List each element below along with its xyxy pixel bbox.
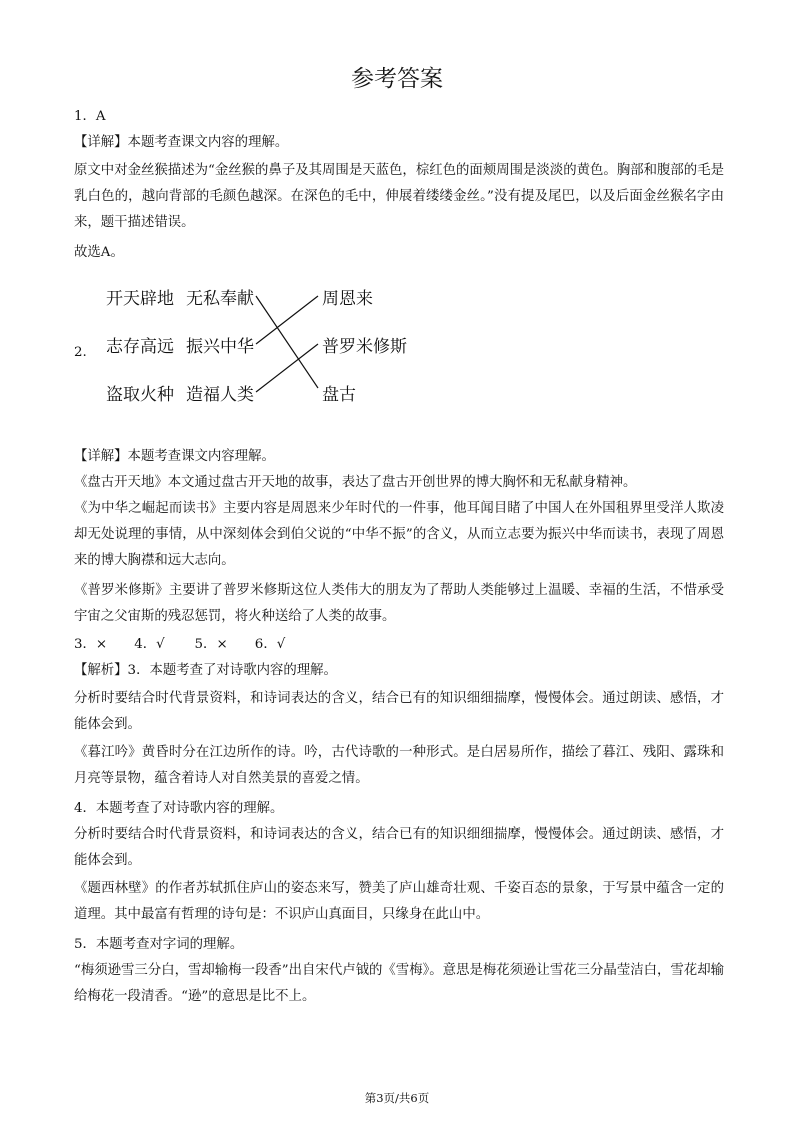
matching-diagram xyxy=(100,282,440,412)
answer-3: 3．× xyxy=(74,637,108,652)
match-line-2 xyxy=(256,296,318,344)
left-phrase-1a: 开天辟地 xyxy=(106,289,174,309)
q3-6-answers xyxy=(74,632,724,658)
q4-heading: 4．本题考查了对诗歌内容的理解。 xyxy=(74,801,284,816)
q2-para-zhou: 《为中华之崛起而读书》主要内容是周恩来少年时代的一件事，他耳闻目睹了中国人在外国租界里受洋人欺凌却无处说理的事情，从中深刻体会到伯父说的“中华不振”的含义，从而立志要为振兴中华而读书，表现了周恩来的博大胸襟和远大志向。 xyxy=(74,501,724,568)
q2-detail: 【详解】本题考查课文内容理解。 xyxy=(74,449,275,464)
right-name-2: 普罗米修斯 xyxy=(322,337,407,357)
q5-heading: 5．本题考查对字词的理解。 xyxy=(74,937,244,952)
right-name-3: 盘古 xyxy=(322,385,356,405)
left-phrase-3b: 造福人类 xyxy=(186,385,254,405)
q3-para2: 《暮江吟》黄昏时分在江边所作的诗。吟，古代诗歌的一种形式。是白居易所作，描绘了暮江、残阳、露珠和月亮等景物，蕴含着诗人对自然美景的喜爱之情。 xyxy=(74,745,724,786)
q1-conclusion: 故选A。 xyxy=(74,245,124,260)
q2-para-pangu: 《盘古开天地》本文通过盘古开天地的故事，表达了盘古开创世界的博大胸怀和无私献身精神。 xyxy=(74,475,637,490)
match-line-1 xyxy=(256,296,318,388)
answer-6: 6．√ xyxy=(254,637,286,652)
answer-5: 5．× xyxy=(194,637,228,652)
q2-para-prometheus: 《普罗米修斯》主要讲了普罗米修斯这位人类伟大的朋友为了帮助人类能够过上温暖、幸福的生活，不惜承受宇宙之父宙斯的残忍惩罚，将火种送给了人类的故事。 xyxy=(74,583,724,624)
q1-detail: 【详解】本题考查课文内容的理解。 xyxy=(74,135,289,150)
q4-para1: 分析时要结合时代背景资料，和诗词表达的含义，结合已有的知识细细揣摩，慢慢体会。通过朗读、感悟，才能体会到。 xyxy=(74,827,724,868)
q3-analysis: 【解析】3．本题考查了对诗歌内容的理解。 xyxy=(74,663,337,678)
left-phrase-1b: 无私奉献 xyxy=(186,289,254,309)
answer-4: 4．√ xyxy=(134,637,165,652)
left-phrase-2b: 振兴中华 xyxy=(186,337,254,357)
page-footer: 第3页/共6页 xyxy=(364,1091,430,1105)
q1-paragraph: 原文中对金丝猴描述为“金丝猴的鼻子及其周围是天蓝色，棕红色的面颊周围是淡淡的黄色。胸部和腹部的毛是乳白色的，越向背部的毛颜色越深。在深色的毛中，伸展着缕缕金丝。”没有提及尾巴，以及后面金丝猴名字由来，题干描述错误。 xyxy=(74,163,724,230)
q2-number: 2. xyxy=(74,345,87,360)
q5-para1: “梅须逊雪三分白，雪却输梅一段香”出自宋代卢钺的《雪梅》。意思是梅花须逊让雪花三分晶莹洁白，雪花却输给梅花一段清香。“逊”的意思是比不上。 xyxy=(74,963,724,1004)
match-line-3 xyxy=(256,344,318,392)
left-phrase-2a: 志存高远 xyxy=(106,337,174,357)
q3-para1: 分析时要结合时代背景资料，和诗词表达的含义，结合已有的知识细细揣摩，慢慢体会。通过朗读、感悟，才能体会到。 xyxy=(74,691,724,732)
q1-answer: 1．A xyxy=(74,109,106,124)
left-phrase-3a: 盗取火种 xyxy=(106,385,174,405)
q4-para2: 《题西林壁》的作者苏轼抓住庐山的姿态来写，赞美了庐山雄奇壮观、千姿百态的景象，于写景中蕴含一定的道理。其中最富有哲理的诗句是：不识庐山真面目，只缘身在此山中。 xyxy=(74,881,724,922)
right-name-1: 周恩来 xyxy=(322,289,373,309)
page-title: 参考答案 xyxy=(351,66,443,92)
